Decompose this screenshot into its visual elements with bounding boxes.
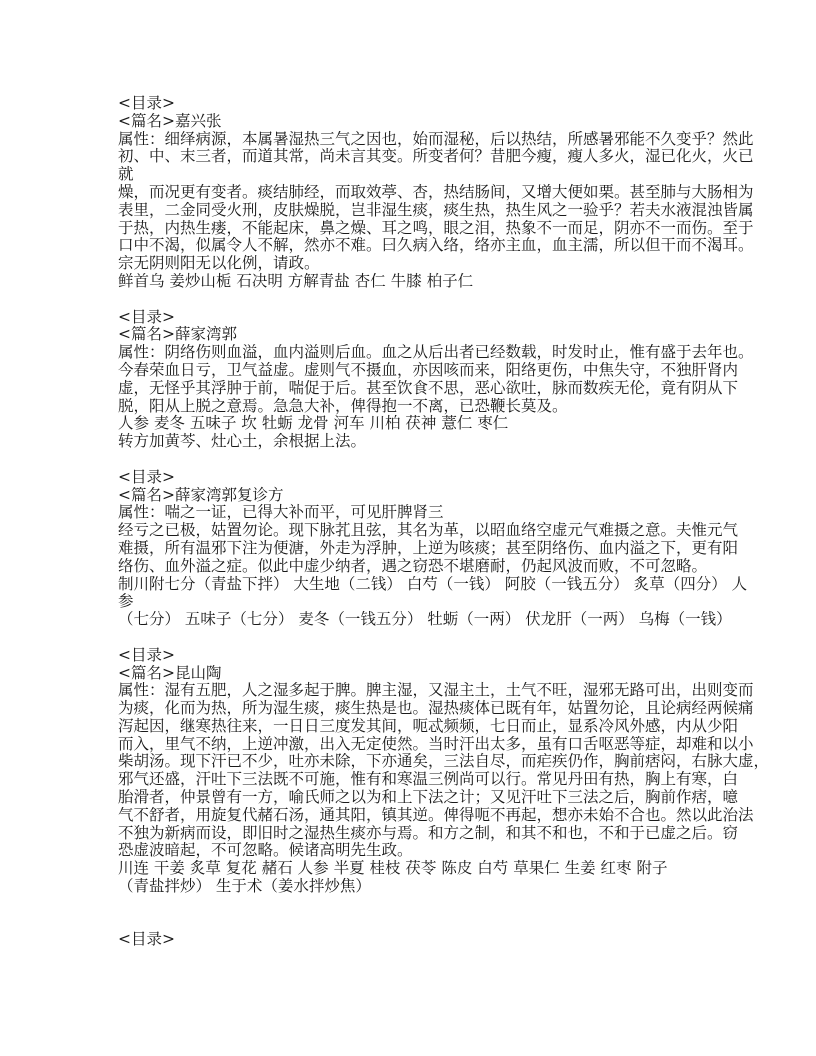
entry-text-line: 邪气还盛，汗吐下三法既不可施，惟有和寒温三例尚可以行。常见丹田有热，胸上有寒，白 (118, 770, 739, 789)
entry-text-line: 难摄，所有温邪下注为便溏，外走为浮肿，上逆为咳痰；甚至阴络伤、血内溢之下，更有阳 (118, 538, 739, 557)
prescription-line: （青盐拌炒） 生于术（姜水拌炒焦） (118, 877, 371, 896)
entry-text-line: 就 (118, 165, 134, 184)
entry-text-line: 不独为新病而设，即旧时之湿热生痰亦与焉。和方之制，和其不和也，不和于已虚之后。窃 (118, 823, 739, 842)
entry-kunshan-tao (118, 645, 770, 932)
entry-text-line: 属性：喘之一证，已得大补而平，可见肝脾肾三 (118, 503, 444, 522)
prescription-line: （七分） 五味子（七分） 麦冬（一钱五分） 牡蛎（一两） 伏龙肝（一两） 乌梅（一钱） (118, 610, 732, 629)
entry-text-line: 宗无阴则阳无以化例，请政。 (118, 254, 320, 273)
entry-text-line: 属性：湿有五肥，人之湿多起于脾。脾主湿，又湿主土，土气不旺，湿邪无路可出，出则变而 (118, 681, 754, 700)
entry-text-line: 胎滑者，仲景曾有一方，喻氏师之以为和上下法之计；又见汗吐下三法之后，胸前作痞，噫 (118, 788, 739, 807)
prescription-line: 人参 麦冬 五味子 坎 牡蛎 龙骨 河车 川柏 茯神 薏仁 枣仁 (118, 414, 509, 433)
entry-text-line: 气不舒者，用旋复代赭石汤，通其阳，镇其逆。俾得呃不再起，想亦未始不合也。然以此治法 (118, 805, 754, 824)
entry-title: <篇名>昆山陶 (118, 663, 222, 682)
entry-text-line: 于热，内热生瘘，不能起床，鼻之燥、耳之鸣，眼之泪，热象不一而足，阴亦不一而伤。至于 (118, 218, 754, 237)
entry-text-line: 燥，而况更有变者。痰结肺经，而取效葶、杏，热结肠间，又增大便如栗。甚至肺与大肠相为 (118, 182, 754, 201)
entry-text-line: 今春荣血日亏，卫气益虚。虚则气不摄血，亦因咳而来，阳络更伤，中焦失守，不独肝肾内 (118, 360, 739, 379)
entry-text-line: 虚，无怪乎其浮肿于前，喘促于后。甚至饮食不思，恶心欲吐，脉而数疾无伦，竟有阴从下 (118, 378, 739, 397)
entry-title: <篇名>薛家湾郭复诊方 (118, 485, 284, 504)
prescription-line: 参 (118, 592, 134, 611)
entry-text-line: 属性：阴络伤则血溢，血内溢则后血。血之从后出者已经数载，时发时止，惟有盛于去年也。 (118, 343, 754, 362)
spacer (118, 914, 718, 932)
entry-text-line: 转方加黄芩、灶心土，余根据上法。 (118, 432, 367, 451)
entry-text-line: 为痰，化而为热，所为湿生痰，痰生热是也。湿热痰体已既有年，姑置勿论，且论病经两候痛 (118, 699, 754, 718)
spacer (118, 451, 718, 469)
entry-text-line: 口中不渴，似属令人不解，然亦不难。曰久病入络，络亦主血，血主濡，所以但干而不渴耳。 (118, 236, 754, 255)
entry-xuejiawan-guo-followup (118, 467, 748, 647)
entry-text-line: 泻起因，继寒热往来，一日日三度发其间，呃忒频频，七日而止，显系冷风外感，内从少阳 (118, 716, 739, 735)
entry-jiaxing-zhang (118, 94, 754, 309)
toc-marker: <目录> (118, 645, 175, 664)
toc-marker: <目录> (118, 467, 175, 486)
prescription-line: 鲜首乌 姜炒山栀 石决明 方解青盐 杏仁 牛膝 柏子仁 (118, 271, 474, 290)
entry-text-line: 恐虚波暗起，不可忽略。候诸高明先生政。 (118, 841, 413, 860)
prescription-line: 川连 干姜 炙草 复花 赭石 人参 半夏 桂枝 茯苓 陈皮 白芍 草果仁 生姜 红枣 附子 (118, 859, 668, 878)
entry-xuejiawan-guo (118, 307, 754, 469)
entry-text-line: 而入，里气不纳，上逆冲激，出入无定使然。当时汗出太多，虽有口舌呕恶等症，却难和以小 (118, 734, 754, 753)
entry-text-line: 属性：细绎病源，本属暑湿热三气之因也，始而湿秘，后以热结，所感暑邪能不久变乎？然此 (118, 129, 754, 148)
entry-text-line: 表里，二金同受火刑，皮肤燥脱，岂非湿生痰，痰生热，热生风之一验乎？若夫水液混浊皆属 (118, 200, 754, 219)
entry-title: <篇名>嘉兴张 (118, 111, 222, 130)
toc-marker: <目录> (118, 94, 175, 112)
entry-text-line: 柴胡汤。现下汗已不少，吐亦未除，下亦通矣，三法自尽，而疟疾仍作，胸前痞闷，右脉大虚， (118, 752, 770, 771)
spacer (118, 629, 718, 647)
entry-text-line: 经亏之已极，姑置勿论。现下脉芤且弦，其名为革，以昭血络空虚元气难摄之意。夫惟元气 (118, 521, 739, 540)
spacer (118, 896, 718, 914)
prescription-line: 制川附七分（青盐下拌） 大生地（二钱） 白芍（一钱） 阿胶（一钱五分） 炙草（四分） 人 (118, 574, 748, 593)
document-body (118, 94, 770, 949)
entry-text-line: 络伤、血外溢之症。似此中虚少纳者，遇之窃恐不堪磨耐，仍起风波而败，不可忽略。 (118, 556, 708, 575)
spacer (118, 291, 718, 309)
toc-marker: <目录> (118, 930, 175, 949)
entry-text-line: 初、中、末三者，而道其常，尚未言其变。所变者何？昔肥今瘦，瘦人多火，湿已化火，火已 (118, 147, 754, 166)
entry-text-line: 脱，阳从上脱之意焉。急急大补，俾得抱一不离，已恐鞭长莫及。 (118, 396, 568, 415)
entry-title: <篇名>薛家湾郭 (118, 325, 237, 344)
toc-marker: <目录> (118, 307, 175, 326)
